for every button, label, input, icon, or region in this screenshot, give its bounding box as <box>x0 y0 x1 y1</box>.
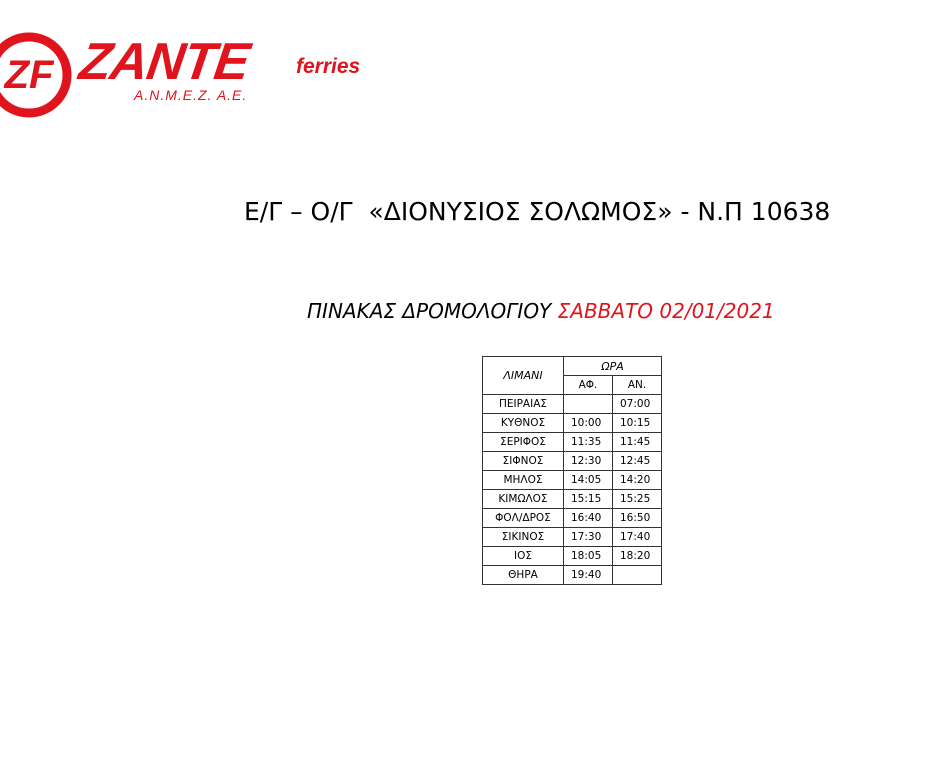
logo-company-name: Α.Ν.Μ.Ε.Ζ. Α.Ε. <box>134 87 248 103</box>
arrival-time-cell: 16:40 <box>564 509 613 528</box>
table-row <box>483 509 662 528</box>
table-row <box>483 395 662 414</box>
time-column-header: ΩΡΑ <box>564 357 662 376</box>
table-row <box>483 566 662 585</box>
arrival-time-cell: 11:35 <box>564 433 613 452</box>
schedule-heading <box>307 301 775 321</box>
departure-time-cell <box>613 566 662 585</box>
emblem-text: ZF <box>4 53 54 97</box>
port-cell: ΦΟΛ/ΔΡΟΣ <box>483 509 564 528</box>
departure-time-cell: 18:20 <box>613 547 662 566</box>
arrival-time-cell: 18:05 <box>564 547 613 566</box>
departure-time-cell: 14:20 <box>613 471 662 490</box>
vessel-title: Ε/Γ – Ο/Γ «ΔΙΟΝΥΣΙΟΣ ΣΟΛΩΜΟΣ» - Ν.Π 10638 <box>244 197 831 226</box>
logo-brand-name: ZANTE <box>75 33 253 91</box>
schedule-heading-day: ΣΑΒΒΑΤΟ 02/01/2021 <box>557 299 775 323</box>
port-cell: ΙΟΣ <box>483 547 564 566</box>
arrival-time-cell: 10:00 <box>564 414 613 433</box>
logo-suffix: ferries <box>296 55 361 78</box>
arrival-time-cell <box>564 395 613 414</box>
departure-time-cell: 16:50 <box>613 509 662 528</box>
arrival-time-cell: 17:30 <box>564 528 613 547</box>
arrival-time-cell: 12:30 <box>564 452 613 471</box>
port-column-header: ΛΙΜΑΝΙ <box>483 357 564 395</box>
arrival-time-cell: 14:05 <box>564 471 613 490</box>
table-row <box>483 528 662 547</box>
departure-time-cell: 07:00 <box>613 395 662 414</box>
table-row <box>483 471 662 490</box>
port-cell: ΣΙΦΝΟΣ <box>483 452 564 471</box>
table-row <box>483 433 662 452</box>
table-row <box>483 414 662 433</box>
table-row <box>483 490 662 509</box>
departure-time-cell: 17:40 <box>613 528 662 547</box>
timetable-body <box>483 395 662 585</box>
port-cell: ΘΗΡΑ <box>483 566 564 585</box>
table-row <box>483 452 662 471</box>
departure-time-cell: 15:25 <box>613 490 662 509</box>
departure-time-cell: 11:45 <box>613 433 662 452</box>
arrival-time-cell: 19:40 <box>564 566 613 585</box>
arrival-column-header: ΑΦ. <box>564 376 613 395</box>
departure-column-header: ΑΝ. <box>613 376 662 395</box>
zf-emblem-icon <box>0 32 72 118</box>
table-row <box>483 547 662 566</box>
arrival-time-cell: 15:15 <box>564 490 613 509</box>
departure-time-cell: 12:45 <box>613 452 662 471</box>
port-cell: ΜΗΛΟΣ <box>483 471 564 490</box>
timetable <box>482 356 662 585</box>
zante-ferries-logo <box>0 28 400 123</box>
port-cell: ΣΕΡΙΦΟΣ <box>483 433 564 452</box>
departure-time-cell: 10:15 <box>613 414 662 433</box>
schedule-heading-prefix: ΠΙΝΑΚΑΣ ΔΡΟΜΟΛΟΓΙΟΥ <box>307 299 558 323</box>
port-cell: ΣΙΚΙΝΟΣ <box>483 528 564 547</box>
port-cell: ΚΥΘΝΟΣ <box>483 414 564 433</box>
port-cell: ΚΙΜΩΛΟΣ <box>483 490 564 509</box>
port-cell: ΠΕΙΡΑΙΑΣ <box>483 395 564 414</box>
